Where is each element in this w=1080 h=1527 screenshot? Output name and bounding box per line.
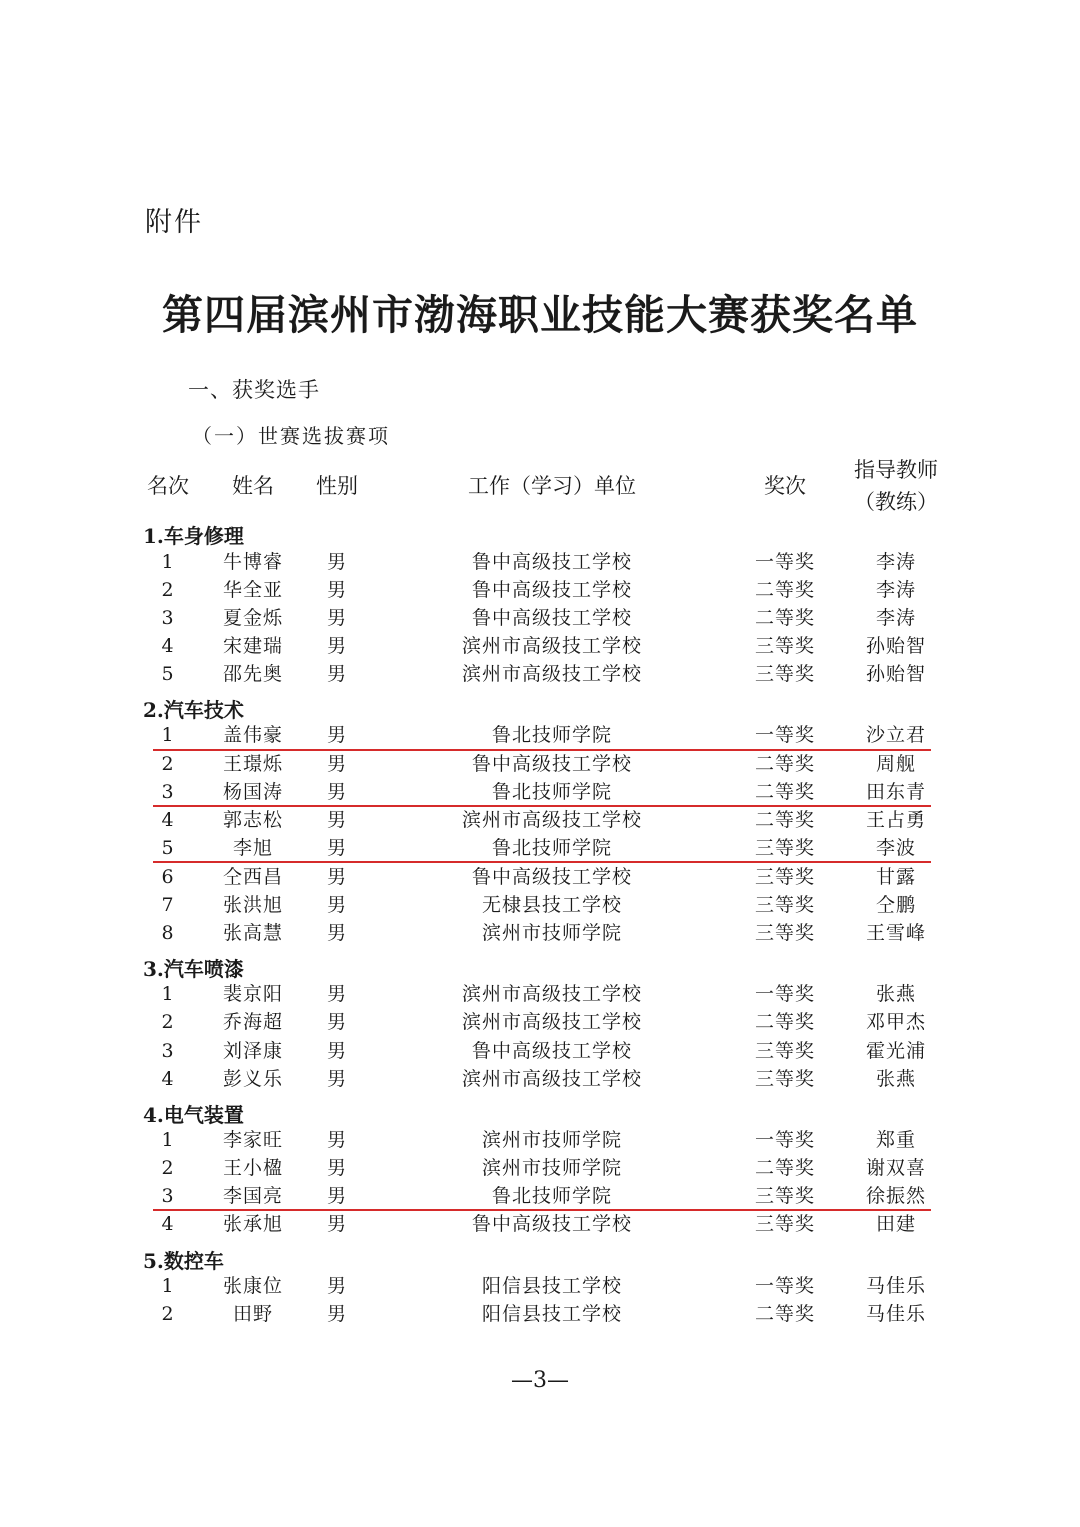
cell-rank: 1 [161,551,175,573]
cell-name: 牛博睿 [222,551,284,573]
cell-unit: 阳信县技工学校 [481,1275,623,1297]
cell-rank: 3 [161,781,175,803]
cell-unit: 鲁北技师学院 [491,724,613,746]
table-row [0,1126,1080,1154]
cell-unit: 阳信县技工学校 [481,1303,623,1325]
cell-gender: 男 [326,663,348,685]
cell-rank: 2 [161,1303,175,1325]
attachment-label: 附件 [145,207,203,238]
cell-coach: 孙贻智 [865,635,927,657]
cell-gender: 男 [326,1157,348,1179]
table-row [0,721,1080,749]
header-award: 奖次 [764,474,806,498]
cell-name: 彭义乐 [222,1068,284,1090]
cell-unit: 鲁中高级技工学校 [471,866,633,888]
cell-gender: 男 [326,1185,348,1207]
table-row [0,576,1080,604]
cell-coach: 马佳乐 [865,1275,927,1297]
cell-award: 一等奖 [754,724,816,746]
cell-award: 一等奖 [754,1275,816,1297]
cell-coach: 李涛 [875,551,917,573]
cell-rank: 1 [161,1129,175,1151]
page-number: —3— [511,1368,569,1393]
header-unit: 工作（学习）单位 [468,474,636,498]
header-name: 姓名 [232,474,274,498]
header-rank: 名次 [147,474,189,498]
cell-name: 宋建瑞 [222,635,284,657]
cell-award: 一等奖 [754,551,816,573]
cell-rank: 3 [161,607,175,629]
cell-name: 张高慧 [222,922,284,944]
table-row [0,980,1080,1008]
category-title: 3.汽车喷漆 [143,957,244,981]
cell-award: 二等奖 [754,1157,816,1179]
table-row [0,1037,1080,1065]
table-row [0,548,1080,576]
table-row [0,604,1080,632]
cell-award: 二等奖 [754,1303,816,1325]
cell-name: 王璟烁 [222,753,284,775]
cell-award: 三等奖 [754,1068,816,1090]
cell-rank: 6 [161,866,175,888]
cell-rank: 8 [161,922,175,944]
cell-unit: 鲁中高级技工学校 [471,1213,633,1235]
cell-gender: 男 [326,1068,348,1090]
cell-name: 盖伟豪 [222,724,284,746]
table-row [0,1008,1080,1036]
cell-coach: 田建 [875,1213,917,1235]
cell-unit: 鲁北技师学院 [491,1185,613,1207]
cell-award: 三等奖 [754,1040,816,1062]
table-row [0,891,1080,919]
cell-name: 田野 [232,1303,274,1325]
cell-name: 李旭 [232,837,274,859]
cell-rank: 4 [161,809,175,831]
cell-unit: 滨州市高级技工学校 [461,1011,643,1033]
cell-name: 邵先奥 [222,663,284,685]
cell-award: 一等奖 [754,983,816,1005]
cell-unit: 滨州市高级技工学校 [461,635,643,657]
cell-rank: 4 [161,1213,175,1235]
cell-award: 二等奖 [754,579,816,601]
cell-coach: 周舰 [875,753,917,775]
table-row [0,834,1080,862]
section-heading: 一、获奖选手 [188,378,320,402]
cell-name: 乔海超 [222,1011,284,1033]
cell-name: 张康位 [222,1275,284,1297]
cell-rank: 1 [161,983,175,1005]
cell-rank: 7 [161,894,175,916]
cell-gender: 男 [326,635,348,657]
cell-gender: 男 [326,724,348,746]
cell-rank: 5 [161,837,175,859]
cell-coach: 李涛 [875,607,917,629]
cell-award: 二等奖 [754,1011,816,1033]
header-gender: 性别 [316,474,358,498]
table-row [0,1300,1080,1328]
cell-gender: 男 [326,551,348,573]
cell-award: 三等奖 [754,894,816,916]
cell-coach: 郑重 [875,1129,917,1151]
cell-unit: 鲁中高级技工学校 [471,753,633,775]
cell-coach: 沙立君 [865,724,927,746]
cell-unit: 滨州市技师学院 [481,1129,623,1151]
cell-gender: 男 [326,1040,348,1062]
cell-gender: 男 [326,866,348,888]
cell-coach: 霍光浦 [865,1040,927,1062]
category-title: 1.车身修理 [143,524,244,548]
cell-gender: 男 [326,1129,348,1151]
table-row [0,1272,1080,1300]
cell-award: 二等奖 [754,781,816,803]
cell-coach: 张燕 [875,983,917,1005]
cell-award: 三等奖 [754,866,816,888]
cell-gender: 男 [326,894,348,916]
table-row [0,1065,1080,1093]
table-row [0,1182,1080,1210]
table-row [0,863,1080,891]
cell-name: 李家旺 [222,1129,284,1151]
cell-coach: 李涛 [875,579,917,601]
cell-gender: 男 [326,781,348,803]
cell-name: 李国亮 [222,1185,284,1207]
cell-rank: 2 [161,1157,175,1179]
cell-award: 三等奖 [754,1213,816,1235]
cell-name: 郭志松 [222,809,284,831]
cell-unit: 无棣县技工学校 [481,894,623,916]
cell-gender: 男 [326,922,348,944]
cell-award: 三等奖 [754,635,816,657]
subsection-heading: （一）世赛选拔赛项 [192,424,390,448]
cell-unit: 鲁中高级技工学校 [471,579,633,601]
cell-award: 三等奖 [754,663,816,685]
cell-coach: 李波 [875,837,917,859]
cell-gender: 男 [326,809,348,831]
cell-name: 仝西昌 [222,866,284,888]
cell-unit: 滨州市技师学院 [481,922,623,944]
cell-gender: 男 [326,607,348,629]
cell-unit: 鲁中高级技工学校 [471,1040,633,1062]
cell-name: 夏金烁 [222,607,284,629]
cell-unit: 滨州市技师学院 [481,1157,623,1179]
cell-unit: 鲁中高级技工学校 [471,607,633,629]
header-coach-line2: （教练） [854,490,938,514]
cell-rank: 4 [161,1068,175,1090]
cell-name: 杨国涛 [222,781,284,803]
cell-coach: 王雪峰 [865,922,927,944]
table-row [0,806,1080,834]
category-title: 5.数控车 [143,1249,224,1273]
cell-rank: 2 [161,753,175,775]
cell-award: 一等奖 [754,1129,816,1151]
cell-unit: 滨州市高级技工学校 [461,809,643,831]
cell-name: 刘泽康 [222,1040,284,1062]
cell-coach: 马佳乐 [865,1303,927,1325]
cell-rank: 5 [161,663,175,685]
header-coach [854,454,938,518]
cell-gender: 男 [326,579,348,601]
cell-award: 二等奖 [754,753,816,775]
cell-unit: 滨州市高级技工学校 [461,1068,643,1090]
cell-coach: 张燕 [875,1068,917,1090]
cell-rank: 4 [161,635,175,657]
cell-award: 二等奖 [754,607,816,629]
cell-rank: 3 [161,1040,175,1062]
cell-rank: 2 [161,1011,175,1033]
cell-unit: 鲁北技师学院 [491,837,613,859]
cell-gender: 男 [326,753,348,775]
cell-coach: 徐振然 [865,1185,927,1207]
table-row [0,919,1080,947]
table-row [0,660,1080,688]
cell-coach: 王占勇 [865,809,927,831]
cell-coach: 邓甲杰 [865,1011,927,1033]
cell-name: 华全亚 [222,579,284,601]
cell-unit: 滨州市高级技工学校 [461,983,643,1005]
cell-award: 三等奖 [754,837,816,859]
cell-name: 王小楹 [222,1157,284,1179]
category-title: 4.电气装置 [143,1103,244,1127]
cell-gender: 男 [326,1303,348,1325]
cell-gender: 男 [326,1213,348,1235]
cell-gender: 男 [326,837,348,859]
table-row [0,1210,1080,1238]
cell-coach: 谢双喜 [865,1157,927,1179]
cell-award: 三等奖 [754,1185,816,1207]
table-row [0,778,1080,806]
cell-gender: 男 [326,1275,348,1297]
table-row [0,632,1080,660]
cell-unit: 鲁中高级技工学校 [471,551,633,573]
page-title: 第四届滨州市渤海职业技能大赛获奖名单 [162,291,918,339]
table-row [0,750,1080,778]
cell-coach: 仝鹏 [875,894,917,916]
cell-name: 张承旭 [222,1213,284,1235]
cell-rank: 2 [161,579,175,601]
cell-coach: 甘露 [875,866,917,888]
table-row [0,1154,1080,1182]
cell-name: 张洪旭 [222,894,284,916]
cell-unit: 滨州市高级技工学校 [461,663,643,685]
header-coach-line1: 指导教师 [854,458,938,482]
cell-gender: 男 [326,983,348,1005]
cell-rank: 1 [161,1275,175,1297]
cell-unit: 鲁北技师学院 [491,781,613,803]
cell-name: 裴京阳 [222,983,284,1005]
cell-award: 二等奖 [754,809,816,831]
cell-gender: 男 [326,1011,348,1033]
category-title: 2.汽车技术 [143,698,244,722]
cell-coach: 孙贻智 [865,663,927,685]
cell-rank: 3 [161,1185,175,1207]
cell-award: 三等奖 [754,922,816,944]
cell-rank: 1 [161,724,175,746]
cell-coach: 田东青 [865,781,927,803]
